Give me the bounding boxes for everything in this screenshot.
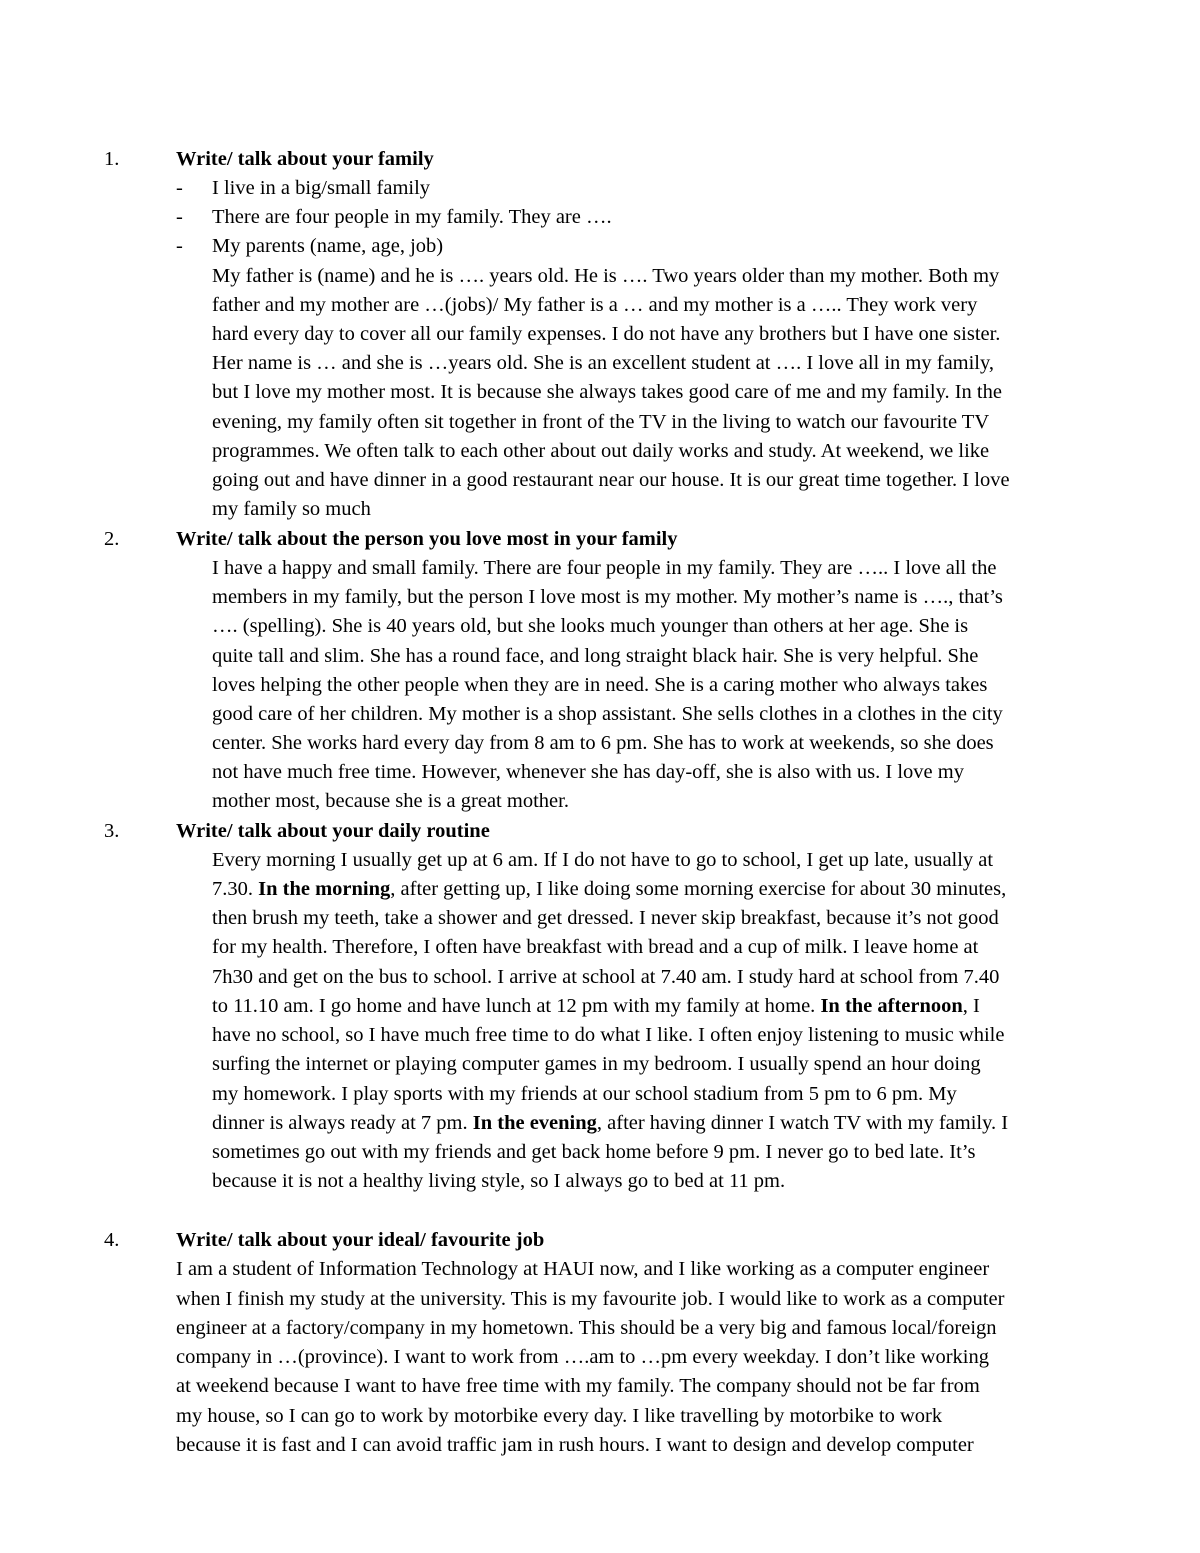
section-heading: Write/ talk about your daily routine (176, 820, 490, 842)
paragraph-line: because it is not a healthy living style, so I always go to bed at 11 pm. (212, 1170, 786, 1192)
paragraph-line: sometimes go out with my friends and get back home before 9 pm. I never go to bed late. It’s (212, 1141, 976, 1163)
paragraph-line: surfing the internet or playing computer games in my bedroom. I usually spend an hour doing (212, 1053, 981, 1075)
bold-phrase: In the evening (472, 1112, 597, 1134)
paragraph-line: 7h30 and get on the bus to school. I arrive at school at 7.40 am. I study hard at school from 7.40 (212, 966, 1000, 988)
paragraph-line: Every morning I usually get up at 6 am. If I do not have to go to school, I get up late, usually at (212, 849, 994, 871)
paragraph-line: dinner is always ready at 7 pm. In the evening, after having dinner I watch TV with my family. I (212, 1112, 1009, 1134)
paragraph-line: I am a student of Information Technology at HAUI now, and I like working as a computer engineer (176, 1258, 990, 1280)
paragraph-line: 7.30. In the morning, after getting up, I like doing some morning exercise for about 30 minutes, (212, 878, 1007, 900)
paragraph-line: …. (spelling). She is 40 years old, but she looks much younger than others at her age. She is (212, 615, 969, 637)
bullet-item: My parents (name, age, job) (212, 235, 444, 257)
paragraph-line: my family so much (212, 498, 371, 520)
paragraph-line: because it is fast and I can avoid traffic jam in rush hours. I want to design and develop computer (176, 1434, 974, 1456)
bold-phrase: In the morning (258, 878, 391, 900)
bullet-dash: - (176, 177, 183, 199)
paragraph-line: have no school, so I have much free time to do what I like. I often enjoy listening to music while (212, 1024, 1005, 1046)
paragraph-line: members in my family, but the person I love most is my mother. My mother’s name is …., that’s (212, 586, 1003, 608)
paragraph-line: programmes. We often talk to each other about out daily works and study. At weekend, we like (212, 440, 990, 462)
section-heading: Write/ talk about the person you love most in your family (176, 528, 678, 550)
paragraph-line: at weekend because I want to have free time with my family. The company should not be far from (176, 1375, 980, 1397)
paragraph-line: I have a happy and small family. There are four people in my family. They are ….. I love all the (212, 557, 997, 579)
section-heading: Write/ talk about your ideal/ favourite job (176, 1229, 545, 1251)
paragraph-line: good care of her children. My mother is a shop assistant. She sells clothes in a clothes in the city (212, 703, 1003, 725)
bullet-dash: - (176, 235, 183, 257)
section-number: 1. (104, 148, 120, 170)
paragraph-line: then brush my teeth, take a shower and get dressed. I never skip breakfast, because it’s not good (212, 907, 999, 929)
paragraph-line: company in …(province). I want to work from ….am to …pm every weekday. I don’t like working (176, 1346, 989, 1368)
paragraph-line: not have much free time. However, whenever she has day-off, she is also with us. I love my (212, 761, 964, 783)
paragraph-line: my house, so I can go to work by motorbike every day. I like travelling by motorbike to work (176, 1405, 943, 1427)
paragraph-line: when I finish my study at the university. This is my favourite job. I would like to work as a computer (176, 1288, 1005, 1310)
bold-phrase: In the afternoon (820, 995, 963, 1017)
paragraph-line: evening, my family often sit together in front of the TV in the living to watch our favourite TV (212, 411, 990, 433)
section-number: 4. (104, 1229, 120, 1251)
bullet-item: I live in a big/small family (212, 177, 431, 199)
section-heading: Write/ talk about your family (176, 148, 434, 170)
paragraph-line: to 11.10 am. I go home and have lunch at 12 pm with my family at home. In the afternoon, I (212, 995, 980, 1017)
paragraph-line: father and my mother are …(jobs)/ My father is a … and my mother is a ….. They work very (212, 294, 978, 316)
bullet-item: There are four people in my family. They are …. (212, 206, 612, 228)
paragraph-line: center. She works hard every day from 8 am to 6 pm. She has to work at weekends, so she does (212, 732, 994, 754)
paragraph-line: for my health. Therefore, I often have breakfast with bread and a cup of milk. I leave home at (212, 936, 979, 958)
paragraph-line: engineer at a factory/company in my hometown. This should be a very big and famous local/foreign (176, 1317, 997, 1339)
paragraph-line: loves helping the other people when they are in need. She is a caring mother who always takes (212, 674, 988, 696)
section-number: 2. (104, 528, 120, 550)
paragraph-line: but I love my mother most. It is because she always takes good care of me and my family. In the (212, 381, 1002, 403)
paragraph-line: My father is (name) and he is …. years old. He is …. Two years older than my mother. Both my (212, 265, 1000, 287)
paragraph-line: going out and have dinner in a good restaurant near our house. It is our great time together. I love (212, 469, 1010, 491)
paragraph-line: mother most, because she is a great mother. (212, 790, 569, 812)
paragraph-line: hard every day to cover all our family expenses. I do not have any brothers but I have one sister. (212, 323, 1001, 345)
section-number: 3. (104, 820, 120, 842)
bullet-dash: - (176, 206, 183, 228)
paragraph-line: quite tall and slim. She has a round face, and long straight black hair. She is very helpful. She (212, 645, 979, 667)
paragraph-line: Her name is … and she is …years old. She is an excellent student at …. I love all in my family, (212, 352, 995, 374)
paragraph-line: my homework. I play sports with my friends at our school stadium from 5 pm to 6 pm. My (212, 1083, 957, 1105)
